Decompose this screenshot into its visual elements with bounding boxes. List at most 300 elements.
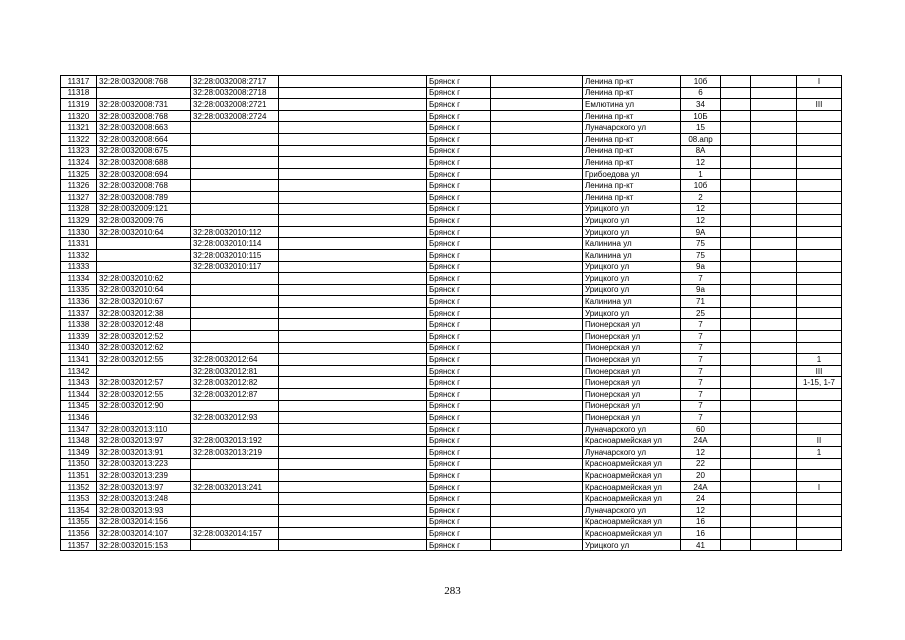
cell-settlement: Брянск г <box>427 412 491 424</box>
cell-house-number: 10б <box>681 76 721 88</box>
cell-object-cadastral-number: 32:28:0032008:2717 <box>191 76 279 88</box>
cell-house-number: 12 <box>681 203 721 215</box>
cell-cadastral-number: 32:28:0032013:91 <box>97 447 191 459</box>
table-row <box>61 447 842 459</box>
cell-blank-col-a <box>279 389 427 401</box>
cell-blank-col-b <box>491 157 583 169</box>
cell-street: Емлютина ул <box>583 99 681 111</box>
cell-extra-info <box>797 504 842 516</box>
table-row <box>61 528 842 540</box>
cell-extra-info <box>797 412 842 424</box>
cell-cadastral-number: 32:28:0032012:57 <box>97 377 191 389</box>
cell-blank-col-b <box>491 226 583 238</box>
cell-blank-col-c <box>721 249 751 261</box>
table-row <box>61 273 842 285</box>
cell-blank-col-b <box>491 354 583 366</box>
cell-house-number: 12 <box>681 447 721 459</box>
cell-street: Луначарского ул <box>583 447 681 459</box>
cell-object-cadastral-number <box>191 122 279 134</box>
cell-blank-col-d <box>751 157 797 169</box>
cell-blank-col-d <box>751 504 797 516</box>
cell-settlement: Брянск г <box>427 122 491 134</box>
cell-blank-col-c <box>721 226 751 238</box>
cell-blank-col-a <box>279 539 427 551</box>
cell-cadastral-number: 32:28:0032012:55 <box>97 389 191 401</box>
cell-blank-col-d <box>751 87 797 99</box>
cell-house-number: 24 <box>681 493 721 505</box>
cell-settlement: Брянск г <box>427 504 491 516</box>
cell-object-cadastral-number <box>191 539 279 551</box>
cell-extra-info <box>797 307 842 319</box>
cell-object-cadastral-number <box>191 516 279 528</box>
cell-blank-col-b <box>491 133 583 145</box>
cell-settlement: Брянск г <box>427 458 491 470</box>
cell-blank-col-d <box>751 481 797 493</box>
cell-house-number: 34 <box>681 99 721 111</box>
cell-blank-col-c <box>721 470 751 482</box>
cell-object-cadastral-number: 32:28:0032010:115 <box>191 249 279 261</box>
cell-house-number: 16 <box>681 516 721 528</box>
cell-blank-col-b <box>491 215 583 227</box>
cell-blank-col-b <box>491 296 583 308</box>
cell-blank-col-d <box>751 400 797 412</box>
cell-blank-col-b <box>491 180 583 192</box>
cell-blank-col-d <box>751 261 797 273</box>
cell-settlement: Брянск г <box>427 226 491 238</box>
cell-street: Луначарского ул <box>583 122 681 134</box>
table-row <box>61 423 842 435</box>
cell-settlement: Брянск г <box>427 377 491 389</box>
table-row <box>61 458 842 470</box>
cell-house-number: 75 <box>681 238 721 250</box>
cell-blank-col-c <box>721 377 751 389</box>
cell-blank-col-d <box>751 273 797 285</box>
cell-blank-col-d <box>751 470 797 482</box>
cell-object-cadastral-number <box>191 331 279 343</box>
cell-blank-col-a <box>279 296 427 308</box>
cell-cadastral-number: 32:28:0032013:97 <box>97 435 191 447</box>
cell-settlement: Брянск г <box>427 423 491 435</box>
cell-cadastral-number: 32:28:0032012:52 <box>97 331 191 343</box>
cell-blank-col-c <box>721 400 751 412</box>
cell-blank-col-a <box>279 377 427 389</box>
cell-street: Пионерская ул <box>583 331 681 343</box>
cell-house-number: 9а <box>681 284 721 296</box>
cell-blank-col-a <box>279 331 427 343</box>
registry-table-body <box>61 76 842 551</box>
cell-row-number: 11335 <box>61 284 97 296</box>
cell-extra-info <box>797 203 842 215</box>
cell-object-cadastral-number <box>191 284 279 296</box>
cell-cadastral-number: 32:28:0032013:110 <box>97 423 191 435</box>
cell-settlement: Брянск г <box>427 447 491 459</box>
cell-row-number: 11322 <box>61 133 97 145</box>
cell-blank-col-c <box>721 412 751 424</box>
cell-blank-col-a <box>279 145 427 157</box>
cell-object-cadastral-number <box>191 157 279 169</box>
cell-settlement: Брянск г <box>427 191 491 203</box>
cell-settlement: Брянск г <box>427 389 491 401</box>
cell-blank-col-b <box>491 470 583 482</box>
cell-house-number: 9А <box>681 226 721 238</box>
cell-blank-col-a <box>279 435 427 447</box>
table-row <box>61 470 842 482</box>
cell-cadastral-number: 32:28:0032015:153 <box>97 539 191 551</box>
cell-cadastral-number: 32:28:0032008:663 <box>97 122 191 134</box>
cell-blank-col-c <box>721 528 751 540</box>
cell-blank-col-c <box>721 423 751 435</box>
cell-blank-col-c <box>721 191 751 203</box>
table-row <box>61 516 842 528</box>
cell-blank-col-b <box>491 191 583 203</box>
cell-row-number: 11324 <box>61 157 97 169</box>
cell-settlement: Брянск г <box>427 528 491 540</box>
cell-blank-col-d <box>751 493 797 505</box>
cell-blank-col-c <box>721 389 751 401</box>
table-row <box>61 76 842 88</box>
cell-row-number: 11334 <box>61 273 97 285</box>
cell-row-number: 11346 <box>61 412 97 424</box>
cell-blank-col-a <box>279 238 427 250</box>
cell-blank-col-d <box>751 226 797 238</box>
cell-street: Красноармейская ул <box>583 516 681 528</box>
cell-extra-info <box>797 226 842 238</box>
cell-settlement: Брянск г <box>427 87 491 99</box>
cell-settlement: Брянск г <box>427 215 491 227</box>
cell-extra-info <box>797 87 842 99</box>
cell-cadastral-number: 32:28:0032010:64 <box>97 226 191 238</box>
cell-settlement: Брянск г <box>427 238 491 250</box>
cell-blank-col-b <box>491 365 583 377</box>
cell-house-number: 41 <box>681 539 721 551</box>
cell-blank-col-b <box>491 389 583 401</box>
cell-cadastral-number: 32:28:0032014:107 <box>97 528 191 540</box>
cell-blank-col-c <box>721 168 751 180</box>
cell-blank-col-d <box>751 331 797 343</box>
cell-house-number: 7 <box>681 331 721 343</box>
cell-cadastral-number: 32:28:0032008:789 <box>97 191 191 203</box>
cell-row-number: 11345 <box>61 400 97 412</box>
cell-settlement: Брянск г <box>427 516 491 528</box>
cell-blank-col-c <box>721 203 751 215</box>
cell-row-number: 11330 <box>61 226 97 238</box>
cell-blank-col-a <box>279 342 427 354</box>
cell-street: Ленина пр-кт <box>583 157 681 169</box>
cell-blank-col-b <box>491 76 583 88</box>
cell-cadastral-number: 32:28:0032013:239 <box>97 470 191 482</box>
cell-row-number: 11342 <box>61 365 97 377</box>
cell-street: Пионерская ул <box>583 342 681 354</box>
cell-settlement: Брянск г <box>427 273 491 285</box>
cell-object-cadastral-number <box>191 400 279 412</box>
cell-blank-col-c <box>721 342 751 354</box>
cell-street: Красноармейская ул <box>583 528 681 540</box>
cell-street: Пионерская ул <box>583 389 681 401</box>
cell-blank-col-a <box>279 110 427 122</box>
cell-blank-col-d <box>751 133 797 145</box>
cell-extra-info <box>797 157 842 169</box>
cell-blank-col-c <box>721 110 751 122</box>
cell-blank-col-d <box>751 99 797 111</box>
table-row <box>61 319 842 331</box>
cell-cadastral-number: 32:28:0032014:156 <box>97 516 191 528</box>
cell-settlement: Брянск г <box>427 133 491 145</box>
cell-blank-col-a <box>279 203 427 215</box>
cell-house-number: 24А <box>681 435 721 447</box>
cell-extra-info <box>797 319 842 331</box>
cell-extra-info <box>797 249 842 261</box>
cell-extra-info: I <box>797 481 842 493</box>
cell-blank-col-d <box>751 110 797 122</box>
cell-cadastral-number: 32:28:0032008:694 <box>97 168 191 180</box>
cell-extra-info <box>797 273 842 285</box>
cell-extra-info: 1 <box>797 447 842 459</box>
cell-blank-col-c <box>721 365 751 377</box>
cell-cadastral-number: 32:28:0032008:688 <box>97 157 191 169</box>
cell-street: Калинина ул <box>583 238 681 250</box>
cell-row-number: 11343 <box>61 377 97 389</box>
cell-cadastral-number: 32:28:0032009:76 <box>97 215 191 227</box>
cell-street: Красноармейская ул <box>583 470 681 482</box>
cell-blank-col-b <box>491 528 583 540</box>
cell-object-cadastral-number <box>191 273 279 285</box>
cell-house-number: 10Б <box>681 110 721 122</box>
cell-blank-col-d <box>751 354 797 366</box>
cell-street: Ленина пр-кт <box>583 133 681 145</box>
cell-street: Луначарского ул <box>583 423 681 435</box>
cell-row-number: 11331 <box>61 238 97 250</box>
cell-blank-col-b <box>491 168 583 180</box>
cell-settlement: Брянск г <box>427 110 491 122</box>
cell-blank-col-a <box>279 99 427 111</box>
cell-extra-info <box>797 389 842 401</box>
cell-row-number: 11348 <box>61 435 97 447</box>
cell-cadastral-number: 32:28:0032012:62 <box>97 342 191 354</box>
cell-blank-col-b <box>491 261 583 273</box>
cell-object-cadastral-number <box>191 342 279 354</box>
cell-blank-col-c <box>721 296 751 308</box>
table-row <box>61 238 842 250</box>
cell-object-cadastral-number <box>191 319 279 331</box>
table-row <box>61 365 842 377</box>
cell-row-number: 11340 <box>61 342 97 354</box>
cell-cadastral-number: 32:28:0032008:768 <box>97 76 191 88</box>
cell-extra-info: 1-15, 1-7 <box>797 377 842 389</box>
cell-blank-col-a <box>279 284 427 296</box>
cell-cadastral-number <box>97 365 191 377</box>
cell-settlement: Брянск г <box>427 319 491 331</box>
cell-street: Урицкого ул <box>583 273 681 285</box>
cell-blank-col-c <box>721 458 751 470</box>
cell-house-number: 7 <box>681 377 721 389</box>
cell-settlement: Брянск г <box>427 249 491 261</box>
cell-blank-col-c <box>721 354 751 366</box>
table-row <box>61 493 842 505</box>
cell-settlement: Брянск г <box>427 400 491 412</box>
cell-object-cadastral-number: 32:28:0032010:114 <box>191 238 279 250</box>
cell-blank-col-a <box>279 191 427 203</box>
cell-settlement: Брянск г <box>427 354 491 366</box>
cell-blank-col-b <box>491 458 583 470</box>
cell-extra-info <box>797 423 842 435</box>
cell-cadastral-number <box>97 238 191 250</box>
cell-object-cadastral-number: 32:28:0032013:241 <box>191 481 279 493</box>
cell-cadastral-number: 32:28:0032012:38 <box>97 307 191 319</box>
cell-blank-col-b <box>491 447 583 459</box>
cell-blank-col-d <box>751 168 797 180</box>
cell-object-cadastral-number: 32:28:0032012:81 <box>191 365 279 377</box>
cell-cadastral-number: 32:28:0032012:90 <box>97 400 191 412</box>
table-row <box>61 215 842 227</box>
cell-blank-col-c <box>721 273 751 285</box>
cell-street: Пионерская ул <box>583 400 681 412</box>
cell-blank-col-b <box>491 122 583 134</box>
cell-blank-col-d <box>751 342 797 354</box>
cell-row-number: 11344 <box>61 389 97 401</box>
cell-blank-col-c <box>721 481 751 493</box>
cell-cadastral-number: 32:28:0032008:731 <box>97 99 191 111</box>
cell-blank-col-d <box>751 539 797 551</box>
cell-blank-col-b <box>491 539 583 551</box>
cell-settlement: Брянск г <box>427 435 491 447</box>
cell-blank-col-b <box>491 435 583 447</box>
cell-row-number: 11353 <box>61 493 97 505</box>
cell-blank-col-b <box>491 87 583 99</box>
cell-blank-col-b <box>491 412 583 424</box>
table-row <box>61 203 842 215</box>
cell-row-number: 11325 <box>61 168 97 180</box>
cell-object-cadastral-number: 32:28:0032012:87 <box>191 389 279 401</box>
cell-blank-col-c <box>721 238 751 250</box>
cell-extra-info <box>797 296 842 308</box>
cell-street: Красноармейская ул <box>583 481 681 493</box>
cell-cadastral-number: 32:28:0032008:675 <box>97 145 191 157</box>
cell-house-number: 15 <box>681 122 721 134</box>
cell-house-number: 7 <box>681 319 721 331</box>
table-row <box>61 481 842 493</box>
cell-blank-col-a <box>279 481 427 493</box>
cell-extra-info <box>797 168 842 180</box>
cell-blank-col-a <box>279 365 427 377</box>
cell-street: Ленина пр-кт <box>583 110 681 122</box>
cell-house-number: 60 <box>681 423 721 435</box>
cell-settlement: Брянск г <box>427 284 491 296</box>
cell-extra-info: III <box>797 365 842 377</box>
cell-blank-col-d <box>751 319 797 331</box>
cell-blank-col-d <box>751 191 797 203</box>
cell-street: Урицкого ул <box>583 284 681 296</box>
cell-blank-col-d <box>751 284 797 296</box>
cell-row-number: 11318 <box>61 87 97 99</box>
cell-blank-col-a <box>279 226 427 238</box>
cell-cadastral-number: 32:28:0032010:67 <box>97 296 191 308</box>
table-row <box>61 180 842 192</box>
cell-object-cadastral-number: 32:28:0032010:112 <box>191 226 279 238</box>
cell-blank-col-d <box>751 423 797 435</box>
cell-blank-col-d <box>751 122 797 134</box>
table-row <box>61 400 842 412</box>
cell-extra-info <box>797 539 842 551</box>
cell-extra-info <box>797 331 842 343</box>
cell-settlement: Брянск г <box>427 470 491 482</box>
cell-house-number: 71 <box>681 296 721 308</box>
cell-house-number: 08.апр <box>681 133 721 145</box>
cell-house-number: 16 <box>681 528 721 540</box>
cell-blank-col-b <box>491 481 583 493</box>
cell-street: Пионерская ул <box>583 412 681 424</box>
cell-street: Урицкого ул <box>583 539 681 551</box>
cell-object-cadastral-number <box>191 180 279 192</box>
cell-street: Ленина пр-кт <box>583 76 681 88</box>
page-number: 283 <box>444 585 461 597</box>
cell-blank-col-a <box>279 215 427 227</box>
cell-extra-info: III <box>797 99 842 111</box>
cell-cadastral-number <box>97 412 191 424</box>
table-row <box>61 389 842 401</box>
cell-blank-col-c <box>721 516 751 528</box>
cell-extra-info <box>797 180 842 192</box>
cell-house-number: 12 <box>681 504 721 516</box>
cell-house-number: 22 <box>681 458 721 470</box>
cell-object-cadastral-number <box>191 493 279 505</box>
cell-object-cadastral-number <box>191 307 279 319</box>
cell-cadastral-number: 32:28:0032013:97 <box>97 481 191 493</box>
cell-blank-col-a <box>279 122 427 134</box>
cell-blank-col-a <box>279 412 427 424</box>
cell-blank-col-a <box>279 180 427 192</box>
cell-object-cadastral-number <box>191 145 279 157</box>
cell-street: Урицкого ул <box>583 226 681 238</box>
cell-blank-col-a <box>279 87 427 99</box>
cell-blank-col-a <box>279 458 427 470</box>
cell-house-number: 10б <box>681 180 721 192</box>
cell-cadastral-number <box>97 261 191 273</box>
cell-blank-col-a <box>279 516 427 528</box>
cell-row-number: 11323 <box>61 145 97 157</box>
cell-house-number: 75 <box>681 249 721 261</box>
cell-blank-col-a <box>279 470 427 482</box>
cell-blank-col-a <box>279 319 427 331</box>
cell-blank-col-a <box>279 76 427 88</box>
cell-street: Калинина ул <box>583 249 681 261</box>
cell-house-number: 25 <box>681 307 721 319</box>
cell-settlement: Брянск г <box>427 203 491 215</box>
cell-row-number: 11336 <box>61 296 97 308</box>
table-row <box>61 87 842 99</box>
cell-blank-col-c <box>721 157 751 169</box>
cell-cadastral-number <box>97 87 191 99</box>
cell-extra-info <box>797 145 842 157</box>
cell-blank-col-c <box>721 284 751 296</box>
cell-street: Луначарского ул <box>583 504 681 516</box>
cell-blank-col-b <box>491 400 583 412</box>
cell-blank-col-a <box>279 504 427 516</box>
table-row <box>61 122 842 134</box>
cell-blank-col-b <box>491 307 583 319</box>
cell-blank-col-b <box>491 342 583 354</box>
cell-blank-col-d <box>751 203 797 215</box>
cell-extra-info <box>797 493 842 505</box>
cell-settlement: Брянск г <box>427 76 491 88</box>
cell-row-number: 11327 <box>61 191 97 203</box>
table-row <box>61 342 842 354</box>
cell-street: Пионерская ул <box>583 377 681 389</box>
cell-blank-col-d <box>751 377 797 389</box>
cell-street: Ленина пр-кт <box>583 145 681 157</box>
cell-cadastral-number: 32:28:0032008:664 <box>97 133 191 145</box>
cell-object-cadastral-number: 32:28:0032012:93 <box>191 412 279 424</box>
cell-street: Урицкого ул <box>583 261 681 273</box>
